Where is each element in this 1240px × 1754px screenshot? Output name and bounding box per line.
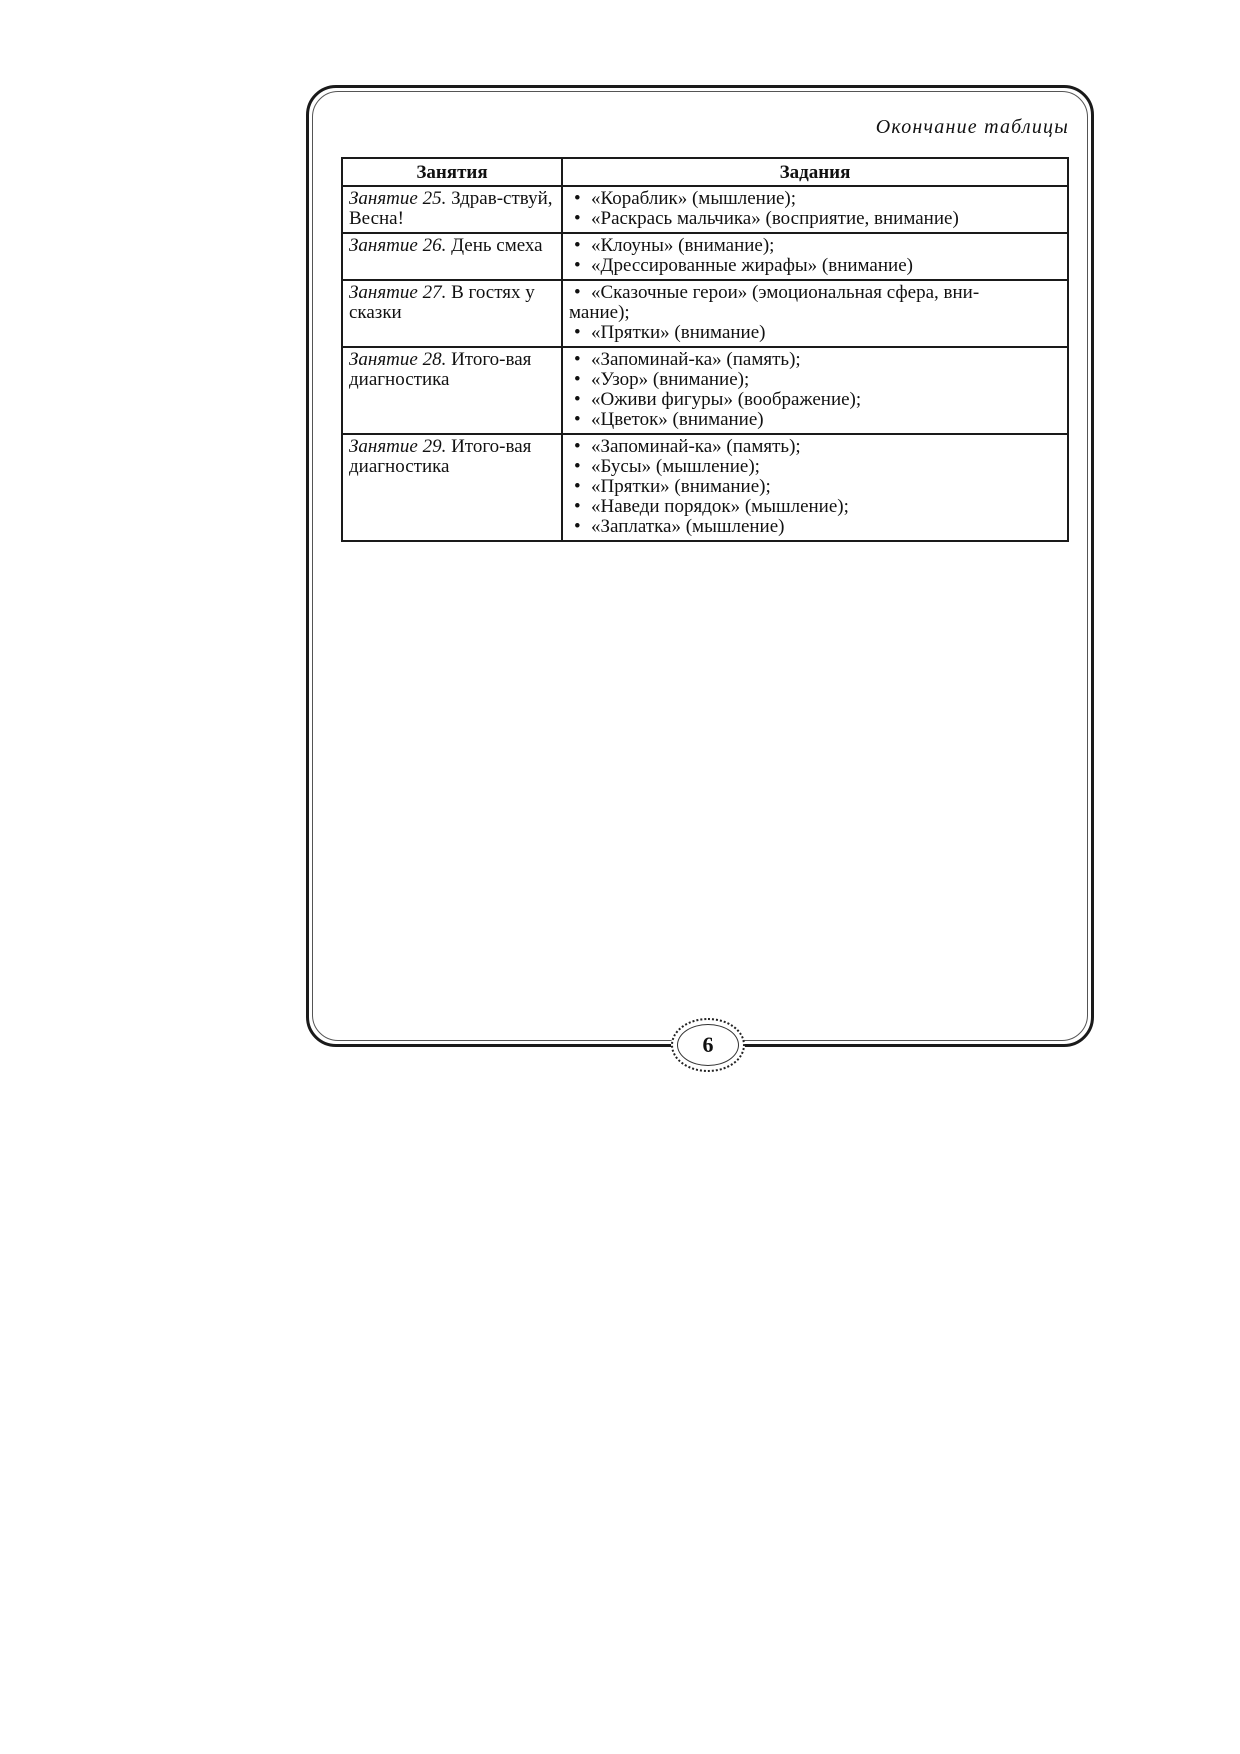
task-item-continuation: мание);: [569, 302, 630, 323]
lesson-number: Занятие 27.: [349, 282, 447, 303]
lesson-cell: [342, 233, 562, 280]
page-number: 6: [702, 1032, 714, 1057]
lesson-cell: [342, 434, 562, 541]
lesson-title: В гостях у сказки: [349, 282, 535, 323]
table-row: [342, 280, 1068, 347]
lesson-cell: [342, 347, 562, 434]
task-item: • «Прятки» (внимание);: [569, 477, 1061, 497]
tasks-cell: [562, 347, 1068, 434]
task-item: • «Оживи фигуры» (воображение);: [569, 390, 1061, 410]
page-number-badge: [671, 1018, 745, 1072]
table-caption: Окончание таблицы: [875, 116, 1069, 138]
task-item: • «Запоминай-ка» (память);: [569, 350, 1061, 370]
header-tasks: Задания: [562, 158, 1068, 186]
tasks-cell: [562, 280, 1068, 347]
lesson-title: Здрав-ствуй, Весна!: [349, 188, 553, 229]
table-row: [342, 434, 1068, 541]
lesson-number: Занятие 29.: [349, 436, 447, 457]
task-item: • «Запоминай-ка» (память);: [569, 437, 1061, 457]
tasks-cell: [562, 233, 1068, 280]
task-item: • «Дрессированные жирафы» (внимание): [569, 256, 1061, 276]
lesson-cell: [342, 186, 562, 233]
task-item: • «Сказочные герои» (эмоциональная сфера, вни-: [569, 283, 1061, 303]
table-row: [342, 233, 1068, 280]
lesson-number: Занятие 28.: [349, 349, 447, 370]
task-item: • «Клоуны» (внимание);: [569, 236, 1061, 256]
lesson-number: Занятие 26.: [349, 235, 447, 256]
lesson-title: Итого-вая диагностика: [349, 436, 532, 477]
lesson-title: Итого-вая диагностика: [349, 349, 532, 390]
task-item: • «Раскрась мальчика» (восприятие, внимание): [569, 209, 1061, 229]
tasks-cell: [562, 434, 1068, 541]
table-header-row: [342, 158, 1068, 186]
task-item: • «Наведи порядок» (мышление);: [569, 497, 1061, 517]
table-row: [342, 347, 1068, 434]
task-item: • «Бусы» (мышление);: [569, 457, 1061, 477]
task-item: • «Цветок» (внимание): [569, 410, 1061, 430]
table-row: [342, 186, 1068, 233]
lesson-title: День смеха: [451, 235, 543, 256]
task-item: • «Заплатка» (мышление): [569, 517, 1061, 537]
lessons-table: [341, 157, 1069, 542]
task-item: • «Прятки» (внимание): [569, 323, 1061, 343]
lesson-number: Занятие 25.: [349, 188, 447, 209]
tasks-cell: [562, 186, 1068, 233]
task-item: • «Кораблик» (мышление);: [569, 189, 1061, 209]
header-lessons: Занятия: [342, 158, 562, 186]
task-item: • «Узор» (внимание);: [569, 370, 1061, 390]
lesson-cell: [342, 280, 562, 347]
